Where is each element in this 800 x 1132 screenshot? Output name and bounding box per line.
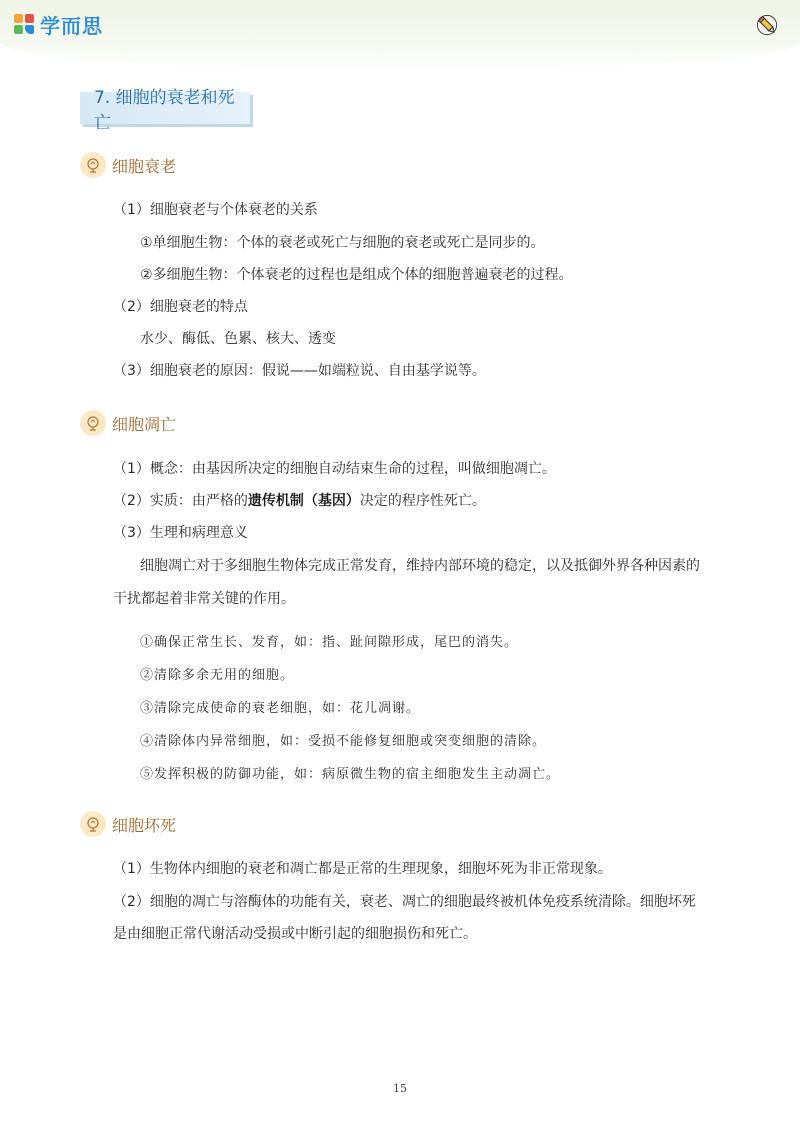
section-title-box	[80, 88, 250, 133]
necrosis-heading-text: 细胞坏死	[112, 815, 177, 835]
apoptosis-para-line-2: 干扰都起着非常关键的作用。	[113, 591, 295, 607]
aging-item-1: （1）细胞衰老与个体衰老的关系	[113, 202, 318, 218]
aging-item-1b: ②多细胞生物：个体衰老的过程也是组成个体的细胞普遍衰老的过程。	[140, 267, 573, 283]
aging-heading-text: 细胞衰老	[112, 156, 177, 176]
apoptosis-point: ⑤发挥积极的防御功能，如：病原微生物的宿主细胞发生主动凋亡。	[140, 767, 561, 782]
aging-item-1a: ①单细胞生物：个体的衰老或死亡与细胞的衰老或死亡是同步的。	[140, 235, 545, 251]
page-number: 15	[393, 1082, 407, 1095]
apoptosis-point: ②清除多余无用的细胞。	[140, 668, 295, 683]
aging-heading	[80, 152, 176, 178]
aging-item-2: （2）细胞衰老的特点	[113, 299, 248, 315]
apoptosis-item-2-post: 决定的程序性死亡。	[359, 493, 486, 509]
lightbulb-icon	[80, 811, 106, 837]
necrosis-item-2-line-1: （2）细胞的凋亡与溶酶体的功能有关，衰老、凋亡的细胞最终被机体免疫系统清除。细胞坏死	[113, 894, 696, 910]
apoptosis-item-2	[113, 490, 486, 510]
section-title: 7. 细胞的衰老和死亡	[94, 88, 235, 133]
apoptosis-point: ①确保正常生长、发育，如：指、趾间隙形成，尾巴的消失。	[140, 635, 519, 650]
lightbulb-icon	[80, 410, 106, 436]
apoptosis-heading-text: 细胞凋亡	[112, 414, 177, 434]
aging-item-2a: 水少、酶低、色累、核大、透变	[140, 331, 336, 347]
apoptosis-para-line-1: 细胞凋亡对于多细胞生物体完成正常发育，维持内部环境的稳定，以及抵御外界各种因素的	[140, 558, 700, 574]
aging-item-3: （3）细胞衰老的原因：假说——如端粒说、自由基学说等。	[113, 363, 486, 379]
apoptosis-item-2-bold: 遗传机制（基因）	[247, 493, 360, 509]
apoptosis-point: ③清除完成使命的衰老细胞，如：花儿凋谢。	[140, 701, 421, 716]
pencil-icon	[756, 14, 778, 36]
logo-mark-icon	[14, 14, 36, 36]
header-band	[0, 0, 800, 70]
apoptosis-item-2-pre: （2）实质：由严格的	[113, 493, 248, 509]
necrosis-item-1: （1）生物体内细胞的衰老和凋亡都是正常的生理现象，细胞坏死为非正常现象。	[113, 861, 612, 877]
necrosis-heading	[80, 811, 176, 837]
apoptosis-item-3: （3）生理和病理意义	[113, 525, 248, 541]
brand-logo[interactable]	[14, 10, 103, 39]
apoptosis-item-1: （1）概念：由基因所决定的细胞自动结束生命的过程，叫做细胞凋亡。	[113, 461, 556, 477]
apoptosis-point: ④清除体内异常细胞，如：受损不能修复细胞或突变细胞的清除。	[140, 734, 547, 749]
lightbulb-icon	[80, 152, 106, 178]
apoptosis-heading	[80, 410, 176, 436]
necrosis-item-2-line-2: 是由细胞正常代谢活动受损或中断引起的细胞损伤和死亡。	[113, 926, 477, 942]
brand-name: 学而思	[40, 14, 103, 38]
